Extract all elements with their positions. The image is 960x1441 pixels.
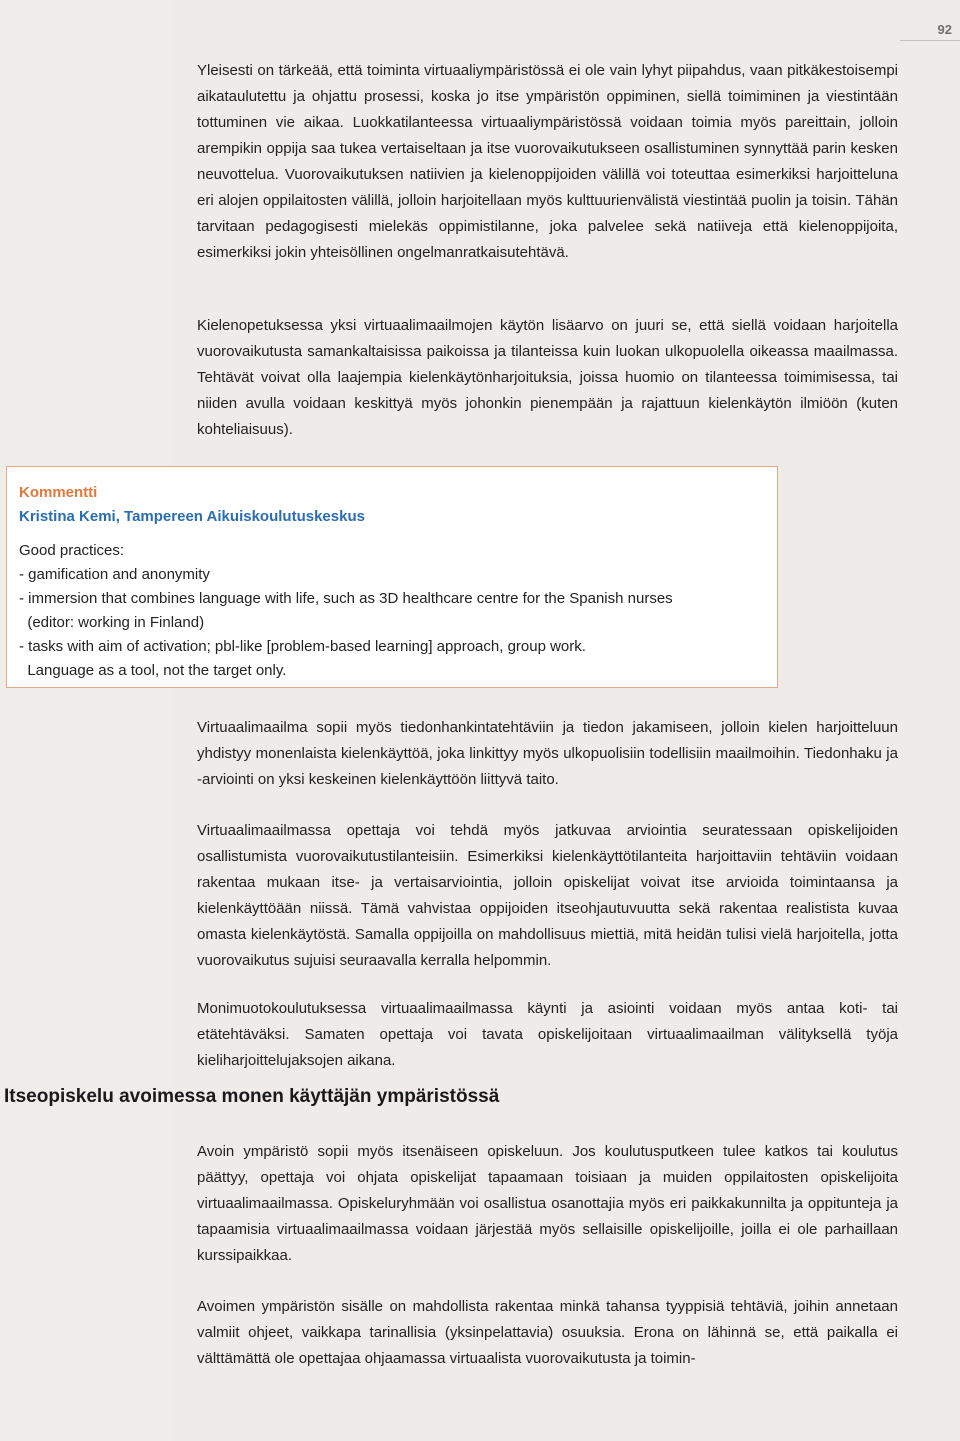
paragraph-assessment: Virtuaalimaailmassa opettaja voi tehdä myös jatkuvaa arviointia seuratessaan opiskelijoiden osallistumista vuorovaikutustilanteisiin. Esimerkiksi kielenkäyttötilanteita harjoittaviin tehtäviin voidaan rakentaa mukaan itse- ja vertaisarviointia, jolloin opiskelijat voivat itse arvioida toimintaansa ja kielenkäyttöään niissä. Tämä vahvistaa oppijoiden itseohjautuvuutta sekä rakentaa realistista kuvaa omasta kielenkäytöstä. Samalla oppijoilla on mahdollisuus miettiä, mitä heidän tulisi vielä harjoitella, jotta vuorovaikutus sujuisi seuraavalla kerralla helpommin. bbox=[197, 822, 898, 969]
comment-line: Language as a tool, not the target only. bbox=[19, 662, 287, 679]
comment-box bbox=[6, 466, 778, 688]
comment-line: (editor: working in Finland) bbox=[19, 614, 205, 631]
comment-line: - tasks with aim of activation; pbl-like [problem-based learning] approach, group work. bbox=[19, 638, 586, 655]
comment-line: - immersion that combines language with life, such as 3D healthcare centre for the Spanish nurses bbox=[19, 590, 673, 607]
paragraph-open-environment: Avoimen ympäristön sisälle on mahdollista rakentaa minkä tahansa tyyppisiä tehtäviä, joihin annetaan valmiit ohjeet, vaikkapa tarinallisia (yksinpelattavia) osuuksia. Erona on lähinnä se, että paikalla ei välttämättä ole opettajaa ohjaamassa virtuaalista vuorovaikutusta ja toimin- bbox=[197, 1298, 898, 1367]
section-heading: Itseopiskelu avoimessa monen käyttäjän ympäristössä bbox=[4, 1086, 500, 1107]
paragraph-independent-study: Avoin ympäristö sopii myös itsenäiseen opiskeluun. Jos koulutusputkeen tulee katkos tai koulutus päättyy, opettaja voi ohjata opiskelijat tapaamaan toisiaan ja muiden oppilaitosten opiskelijoita virtuaalimaailmassa. Opiskeluryhmään voi osallistua osanottajia myös eri paikkakunnilta ja oppitunteja ja tapaamisia virtuaalimaailmassa voidaan järjestää myös sellaisille opiskelijoille, joilla ei ole parhaillaan kurssipaikkaa. bbox=[197, 1143, 898, 1264]
page-number: 92 bbox=[937, 22, 952, 37]
header-rule bbox=[900, 40, 960, 41]
comment-line: - gamification and anonymity bbox=[19, 566, 210, 583]
paragraph-intro: Yleisesti on tärkeää, että toiminta virtuaaliympäristössä ei ole vain lyhyt piipahdus, vaan pitkäkestoisempi aikataulutettu ja ohjattu prosessi, koska jo itse ympäristön oppiminen, siellä toimiminen ja viestintään tottuminen vie aikaa. Luokkatilanteessa virtuaaliympäristössä voidaan toimia myös pareittain, jolloin arempikin oppija saa tukea vertaiseltaan ja itse vuorovaikutukseen osallistuminen synnyttää parin kesken neuvottelua. Vuorovaikutuksen natiivien ja kielenoppijoiden välillä voi toteuttaa esimerkiksi harjoitteluna eri alojen oppilaitosten välillä, jolloin harjoitellaan myös kulttuurienvälistä viestintää puolin ja toisin. Tähän tarvitaan pedagogisesti mielekäs oppimistilanne, joka palvelee sekä natiiveja että kielenoppijoita, esimerkiksi jokin yhteisöllinen ongelmanratkaisutehtävä. bbox=[197, 62, 898, 261]
paragraph-information-retrieval: Virtuaalimaailma sopii myös tiedonhankintatehtäviin ja tiedon jakamiseen, jolloin kielen harjoitteluun yhdistyy monenlaista kielenkäyttöä, joka linkittyy myös ulkopuolisiin todellisiin maailmoihin. Tiedonhaku ja -arviointi on yksi keskeinen kielenkäyttöön liittyvä taito. bbox=[197, 719, 898, 788]
paragraph-blended-learning: Monimuotokoulutuksessa virtuaalimaailmassa käynti ja asiointi voidaan myös antaa koti- tai etätehtäväksi. Samaten opettaja voi tavata opiskelijoitaan virtuaalimaailman välityksellä työja kieliharjoittelujaksojen aikana. bbox=[197, 1000, 898, 1069]
comment-author: Kristina Kemi, Tampereen Aikuiskoulutuskeskus bbox=[19, 508, 365, 525]
comment-line: Good practices: bbox=[19, 542, 125, 559]
comment-title: Kommentti bbox=[19, 484, 98, 501]
paragraph-language-teaching: Kielenopetuksessa yksi virtuaalimaailmojen käytön lisäarvo on juuri se, että siellä voidaan harjoitella vuorovaikutusta samankaltaisissa paikoissa ja tilanteissa kuin luokan ulkopuolella oikeassa maailmassa. Tehtävät voivat olla laajempia kielenkäytönharjoituksia, joissa huomio on tilanteessa toimimisessa, tai niiden avulla voidaan keskittyä myös johonkin pienempään ja rajattuun kielenkäytön ilmiöön (kuten kohteliaisuus). bbox=[197, 317, 898, 438]
